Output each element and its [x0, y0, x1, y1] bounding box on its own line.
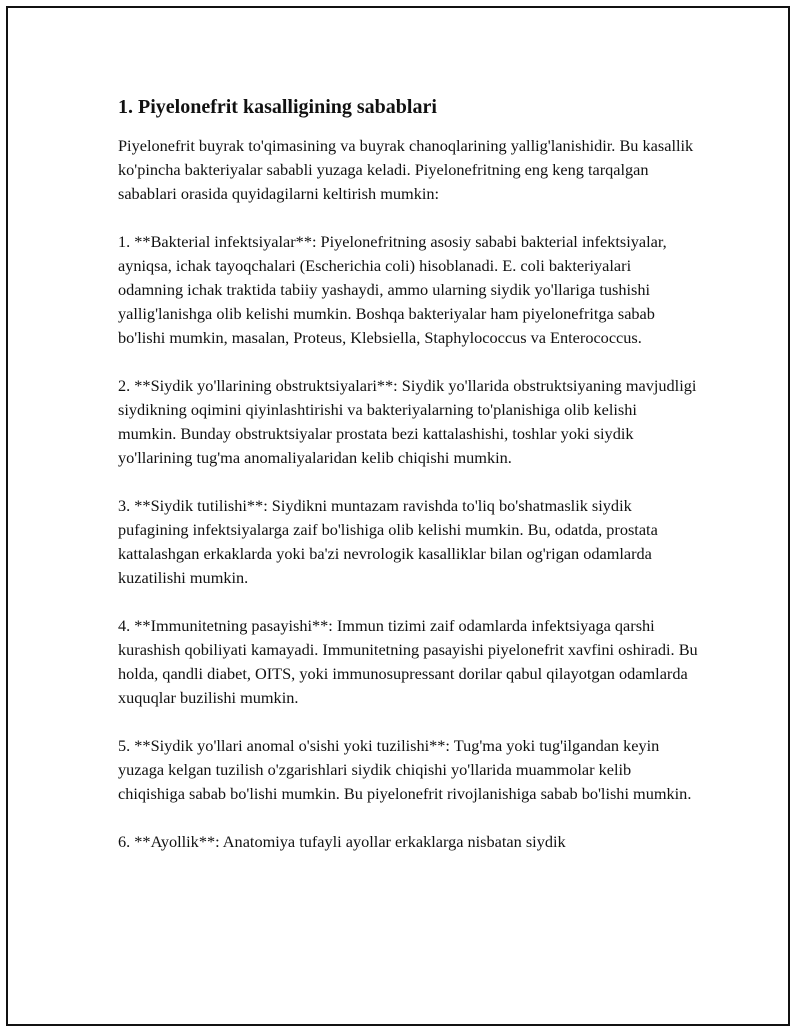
cause-anomaly-paragraph: 5. **Siydik yo'llari anomal o'sishi yoki tuzilishi**: Tug'ma yoki tug'ilgandan keyin yuzaga kelgan tuzilish o'zgarishlari siydik chiqishi yo'llarida muammolar kelib chiqishiga sabab bo'lishi mumkin. Bu piyelonefrit rivojlanishiga sabab bo'lishi mumkin.	[118, 736, 692, 803]
intro-paragraph: Piyelonefrit buyrak to'qimasining va buyrak chanoqlarining yallig'lanishidir. Bu kasallik ko'pincha bakteriyalar sababli yuzaga keladi. Piyelonefritning eng keng tarqalgan sabablari orasida quyidagilarni keltirish mumkin:	[118, 136, 694, 203]
section-heading: 1. Piyelonefrit kasalligining sabablari	[118, 96, 437, 118]
cause-bacterial-paragraph: 1. **Bakterial infektsiyalar**: Piyelonefritning asosiy sababi bakterial infektsiyalar, ayniqsa, ichak tayoqchalari (Escherichia coli) hisoblanadi. E. coli bakteriyalari odamning ichak traktida tabiiy yashaydi, ammo ularning siydik yo'llariga tushishi yallig'lanishga olib kelishi mumkin. Boshqa bakteriyalar ham piyelonefritga sabab bo'lishi mumkin, masalan, Proteus, Klebsiella, Staphylococcus va Enterococcus.	[118, 232, 667, 347]
cause-immunity-paragraph: 4. **Immunitetning pasayishi**: Immun tizimi zaif odamlarda infektsiyaga qarshi kurashish qobiliyati kamayadi. Immunitetning pasayishi piyelonefrit xavfini oshiradi. Bu holda, qandli diabet, OITS, yoki immunosupressant dorilar qabul qilayotgan odamlarda xuquqlar buzilishi mumkin.	[118, 616, 698, 707]
document-body	[118, 94, 698, 878]
cause-female-paragraph: 6. **Ayollik**: Anatomiya tufayli ayollar erkaklarga nisbatan siydik	[118, 832, 566, 851]
cause-obstruction-paragraph: 2. **Siydik yo'llarining obstruktsiyalari**: Siydik yo'llarida obstruktsiyaning mavjudligi siydikning oqimini qiyinlashtirishi va bakteriyalarning to'planishiga olib kelishi mumkin. Bunday obstruktsiyalar prostata bezi kattalashishi, toshlar yoki siydik yo'llarining tug'ma anomaliyalaridan kelib chiqishi mumkin.	[118, 376, 697, 467]
cause-retention-paragraph: 3. **Siydik tutilishi**: Siydikni muntazam ravishda to'liq bo'shatmaslik siydik pufagining infektsiyalarga zaif bo'lishiga olib kelishi mumkin. Bu, odatda, prostata kattalashgan erkaklarda yoki ba'zi nevrologik kasalliklar bilan og'rigan odamlarda kuzatilishi mumkin.	[118, 496, 658, 587]
